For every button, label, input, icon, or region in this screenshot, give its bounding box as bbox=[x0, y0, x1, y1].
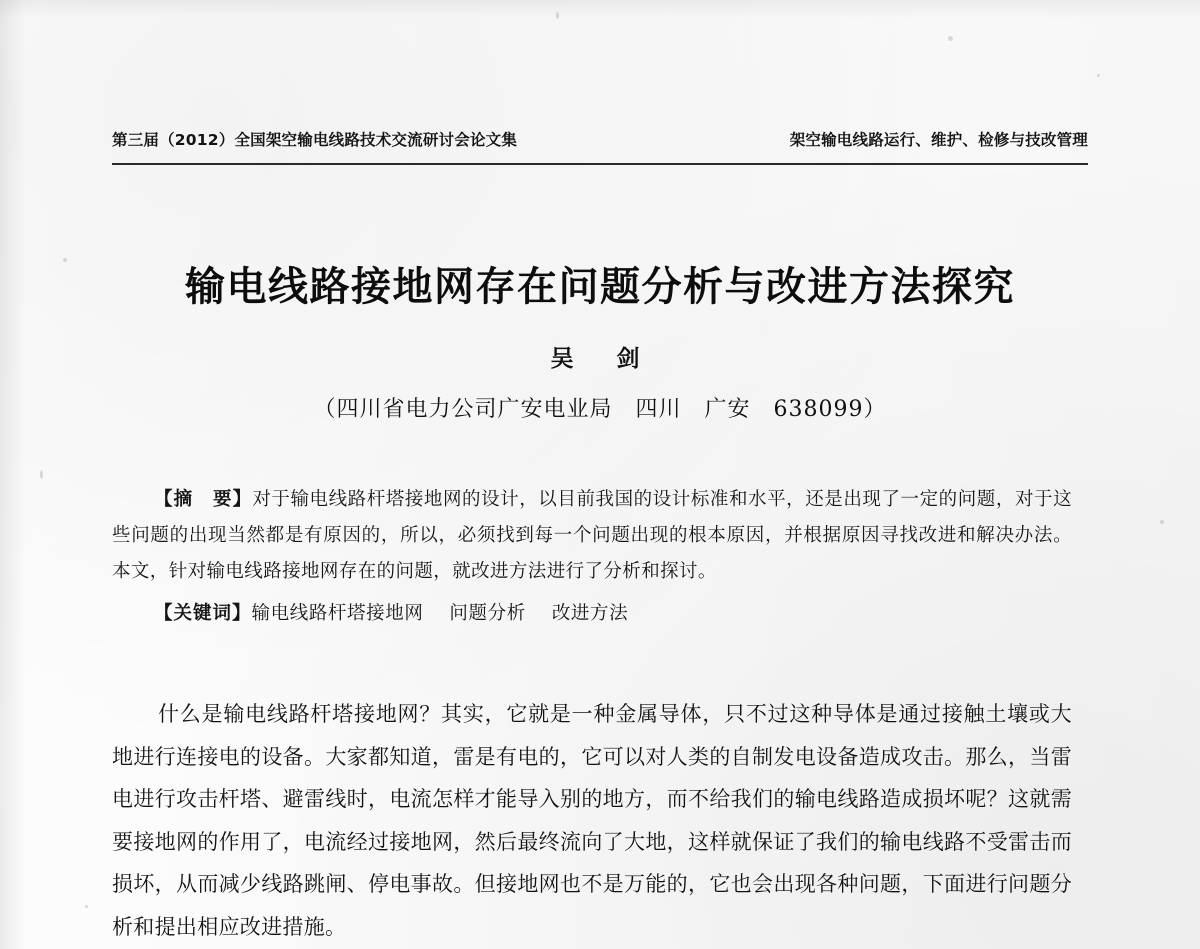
scan-speck bbox=[1160, 520, 1164, 524]
scan-speck bbox=[63, 258, 67, 262]
author-affiliation: （四川省电力公司广安电业局 四川 广安 638099） bbox=[313, 397, 887, 422]
author-name: 吴 剑 bbox=[550, 345, 650, 372]
scan-speck bbox=[40, 470, 43, 479]
keyword-item: 改进方法 bbox=[551, 603, 629, 624]
scan-speck bbox=[85, 905, 88, 908]
running-head-left: 第三届（2012）全国架空输电线路技术交流研讨会论文集 bbox=[112, 131, 518, 149]
keywords-label: 【关键词】 bbox=[154, 603, 252, 624]
scan-left-shading bbox=[0, 0, 26, 949]
keywords-block bbox=[112, 597, 1072, 631]
keyword-item: 问题分析 bbox=[449, 603, 526, 624]
abstract-text: 对于输电线路杆塔接地网的设计，以目前我国的设计标准和水平，还是出现了一定的问题，对于这些问题的出现当然都是有原因的，所以，必须找到每一个问题出现的根本原因，并根据原因寻找改进和解决办法。本文，针对输电线路接地网存在的问题，就改进方法进行了分析和探讨。 bbox=[112, 489, 1072, 582]
header-rule bbox=[112, 163, 1088, 165]
page-content bbox=[112, 0, 1088, 949]
abstract-block bbox=[112, 482, 1072, 590]
running-head-right: 架空输电线路运行、维护、检修与技改管理 bbox=[789, 131, 1088, 149]
scan-speck bbox=[1097, 74, 1100, 77]
running-head bbox=[112, 128, 1088, 150]
abstract-label: 【摘 要】 bbox=[154, 489, 253, 510]
keyword-item: 输电线路杆塔接地网 bbox=[251, 603, 424, 624]
page-title: 输电线路接地网存在问题分析与改进方法探究 bbox=[185, 263, 1015, 310]
body-paragraph: 什么是输电线路杆塔接地网？其实，它就是一种金属导体，只不过这种导体是通过接触土壤或大地进行连接电的设备。大家都知道，雷是有电的，它可以对人类的自制发电设备造成攻击。那么，当雷电进行攻击杆塔、避雷线时，电流怎样才能导入别的地方，而不给我们的输电线路造成损坏呢？这就需要接地网的作用了，电流经过接地网，然后最终流向了大地，这样就保证了我们的输电线路不受雷击而损坏，从而减少线路跳闸、停电事故。但接地网也不是万能的，它也会出现各种问题，下面进行问题分析和提出相应改进措施。 bbox=[112, 702, 1072, 939]
